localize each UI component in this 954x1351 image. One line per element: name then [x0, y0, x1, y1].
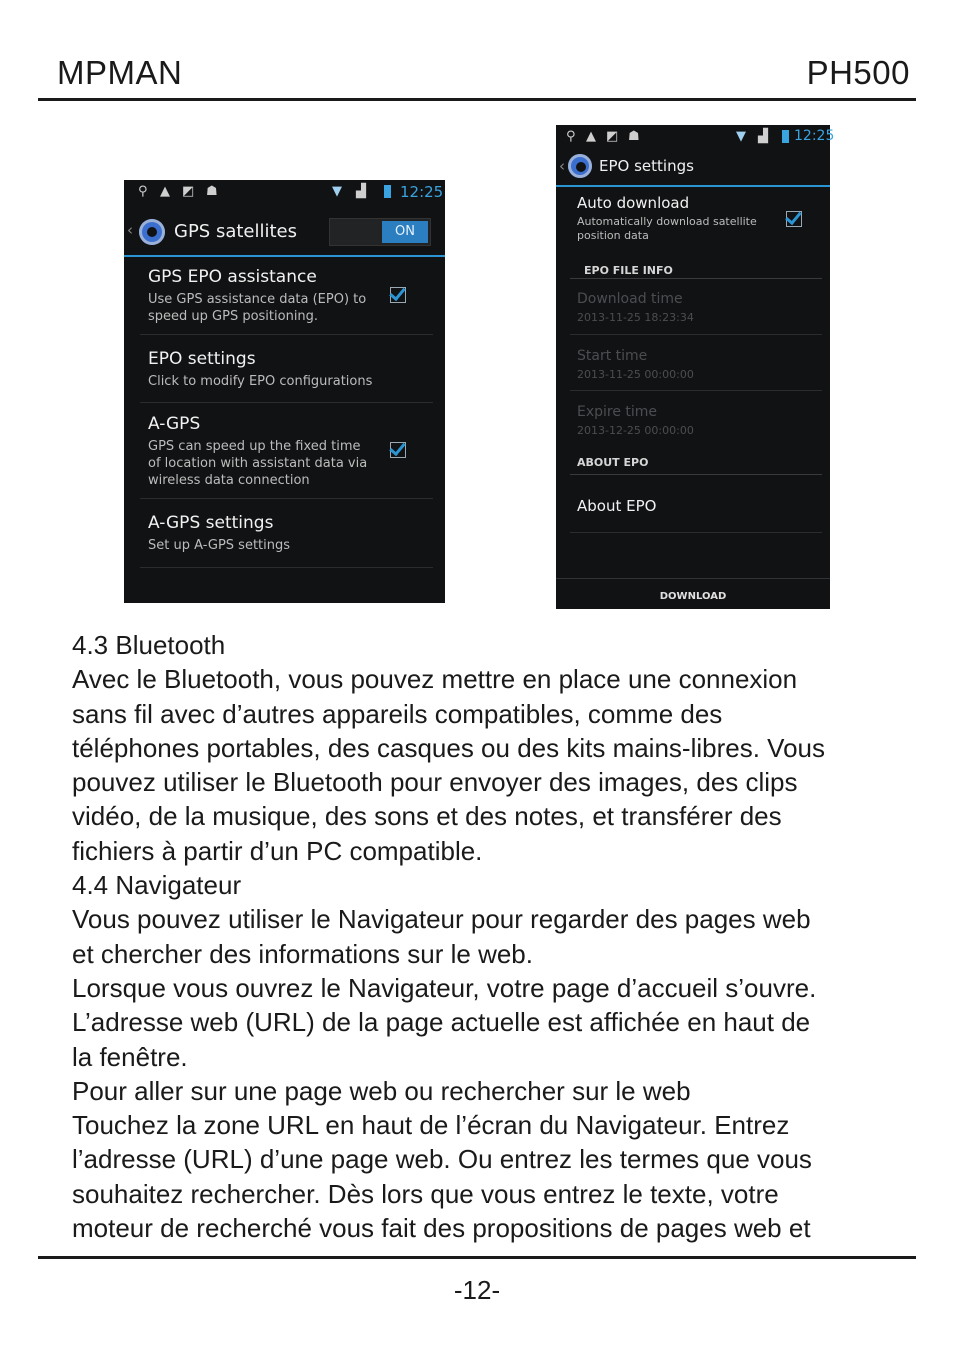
back-chevron-icon[interactable]: ‹: [127, 221, 133, 239]
text-line: et chercher des informations sur le web.: [72, 938, 533, 969]
settings-gear-icon: [568, 154, 592, 178]
item-value: 2013-11-25 00:00:00: [577, 368, 694, 381]
status-bar: [556, 125, 835, 149]
toggle-on-label: ON: [382, 221, 428, 243]
divider: [570, 474, 822, 475]
back-chevron-icon[interactable]: ‹: [559, 157, 565, 175]
list-item-gps-epo-assistance[interactable]: [148, 266, 385, 325]
item-value: 2013-12-25 00:00:00: [577, 424, 694, 437]
list-item-start-time: [577, 347, 818, 383]
android-icon: ☗: [628, 129, 640, 144]
item-title: EPO settings: [148, 349, 256, 369]
text-line: L’adresse web (URL) de la page actuelle est affichée en haut de: [72, 1007, 811, 1038]
text-line: vidéo, de la musique, des sons et des notes, et transférer des: [72, 801, 782, 832]
category-about-epo: ABOUT EPO: [577, 456, 649, 469]
screen-title: GPS satellites: [174, 221, 298, 242]
settings-gear-icon: [139, 219, 165, 245]
image-icon: ◩: [182, 184, 195, 199]
list-item-a-gps[interactable]: [148, 413, 373, 489]
text-line: fichiers à partir d’un PC compatible.: [72, 835, 483, 866]
battery-icon: [384, 185, 391, 198]
download-button-label: DOWNLOAD: [659, 591, 727, 602]
battery-icon: [782, 130, 789, 143]
divider: [140, 402, 433, 403]
item-title: GPS EPO assistance: [148, 267, 317, 287]
divider: [570, 334, 822, 335]
signal-icon: ▟: [356, 184, 366, 199]
category-epo-file-info: EPO FILE INFO: [584, 264, 673, 277]
list-item-auto-download[interactable]: [577, 194, 770, 243]
epo-settings-screenshot: [556, 125, 835, 609]
text-line: Vous pouvez utiliser le Navigateur pour regarder des pages web: [72, 904, 811, 935]
warning-icon: ▲: [586, 129, 596, 144]
divider: [140, 498, 433, 499]
checkbox-a-gps[interactable]: [390, 442, 406, 458]
divider: [570, 390, 822, 391]
text-line: 4.4 Navigateur: [72, 870, 242, 901]
item-summary: Set up A-GPS settings: [148, 538, 291, 553]
divider: [140, 334, 433, 335]
wifi-icon: ▼: [332, 184, 342, 199]
usb-icon: ⚲: [566, 129, 576, 144]
text-line: Pour aller sur une page web ou rechercher sur le web: [72, 1075, 691, 1106]
text-line: l’adresse (URL) d’une page web. Ou entrez les termes que vous: [72, 1144, 812, 1175]
screen-title: EPO settings: [599, 157, 694, 175]
list-item-epo-settings[interactable]: [148, 348, 433, 390]
item-summary: Use GPS assistance data (EPO) to speed up GPS positioning.: [148, 292, 367, 324]
text-line: Avec le Bluetooth, vous pouvez mettre en place une connexion: [72, 664, 798, 695]
download-button[interactable]: [556, 578, 830, 609]
divider: [140, 567, 433, 568]
action-bar-divider: [124, 255, 445, 257]
list-item-a-gps-settings[interactable]: [148, 512, 433, 554]
text-line: Lorsque vous ouvrez le Navigateur, votre page d’accueil s’ouvre.: [72, 972, 817, 1003]
text-line: téléphones portables, des casques ou des kits mains-libres. Vous: [72, 732, 825, 763]
header-rule: [38, 98, 916, 101]
divider: [570, 532, 822, 533]
gps-toggle[interactable]: [329, 218, 431, 246]
signal-icon: ▟: [758, 129, 768, 144]
footer-rule: [38, 1256, 916, 1259]
item-value: 2013-11-25 18:23:34: [577, 311, 694, 324]
action-bar[interactable]: [124, 214, 445, 254]
action-bar-divider: [556, 185, 830, 187]
item-title: Download time: [577, 291, 683, 307]
text-line: la fenêtre.: [72, 1041, 188, 1072]
item-title: Start time: [577, 348, 648, 364]
warning-icon: ▲: [160, 184, 170, 199]
text-line: souhaitez rechercher. Dès lors que vous entrez le texte, votre: [72, 1178, 779, 1209]
text-line: sans fil avec d’autres appareils compatibles, comme des: [72, 698, 723, 729]
body-text: [72, 628, 902, 1245]
action-bar[interactable]: [556, 151, 830, 183]
android-icon: ☗: [206, 184, 218, 199]
item-summary: GPS can speed up the fixed time of location with assistant data via wireless data connection: [148, 439, 368, 488]
wifi-icon: ▼: [736, 129, 746, 144]
item-title: A-GPS settings: [148, 513, 274, 533]
divider: [570, 278, 822, 279]
status-time: 12:25: [400, 183, 444, 201]
page-number: -12-: [453, 1275, 501, 1305]
checkbox-gps-epo-assistance[interactable]: [390, 287, 406, 303]
text-line: Touchez la zone URL en haut de l’écran du Navigateur. Entrez: [72, 1110, 790, 1141]
list-item-expire-time: [577, 403, 818, 439]
item-summary: Click to modify EPO configurations: [148, 374, 373, 389]
image-icon: ◩: [606, 129, 619, 144]
item-title: Expire time: [577, 404, 658, 420]
list-item-about-epo[interactable]: [577, 495, 818, 517]
header-brand: MPMAN: [57, 54, 183, 91]
checkbox-auto-download[interactable]: [786, 211, 802, 227]
item-summary: Automatically download satellite position data: [577, 215, 757, 242]
text-line: 4.3 Bluetooth: [72, 630, 226, 660]
text-line: pouvez utiliser le Bluetooth pour envoyer des images, des clips: [72, 767, 798, 798]
gps-satellites-screenshot: [124, 180, 445, 603]
header-model: PH500: [806, 54, 910, 91]
item-title: A-GPS: [148, 414, 201, 434]
usb-icon: ⚲: [138, 184, 148, 199]
text-line: moteur de recherché vous fait des propositions de pages web et: [72, 1213, 811, 1244]
status-time: 12:25: [794, 128, 835, 144]
status-bar: [124, 180, 445, 204]
item-title: About EPO: [577, 497, 657, 515]
item-title: Auto download: [577, 194, 690, 212]
list-item-download-time: [577, 290, 818, 326]
